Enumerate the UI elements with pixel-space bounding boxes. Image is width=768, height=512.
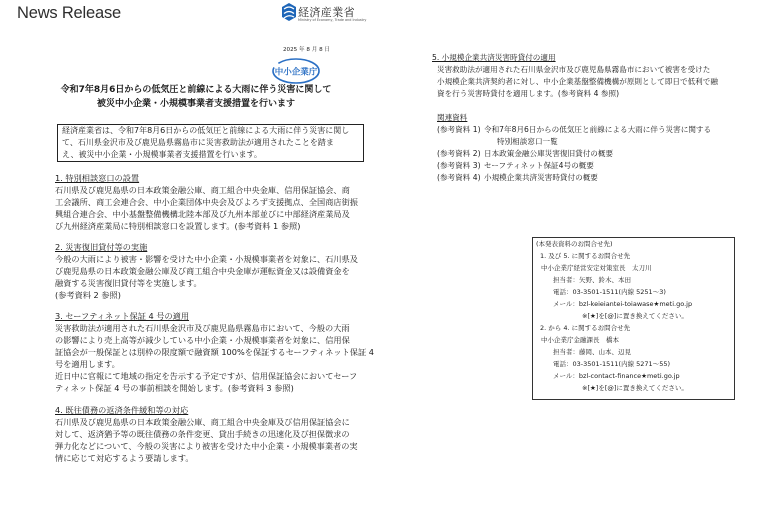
contact-staff: 担当者：藤岡、山本、辺見 bbox=[553, 348, 631, 356]
section-existing-debt-relief bbox=[55, 404, 367, 464]
section-mutual-aid-loans bbox=[432, 52, 744, 100]
reference-text: 日本政策金融公庫災害復旧貸付の概要 bbox=[484, 149, 614, 158]
section-line: 情に応じて対応するよう要請します。 bbox=[55, 453, 194, 463]
section-line: 災害救助法が適用された石川県金沢市及び鹿児島県霧島市において被害を受けた bbox=[437, 65, 711, 74]
ministry-name: 経済産業省 bbox=[298, 6, 355, 19]
contact-manager: 中小企業庁経営安定対策室長 太刀川 bbox=[541, 264, 652, 272]
reference-item bbox=[437, 160, 737, 172]
section-heading: 1. 特別相談窓口の設置 bbox=[55, 173, 140, 183]
section-line: び九州経済産業局に特別相談窓口を設置します。(参考資料 1 参照) bbox=[55, 221, 301, 231]
reference-label: (参考資料 3) bbox=[437, 161, 481, 170]
section-line: 融資する災害復旧貸付等を実施します。 bbox=[55, 278, 202, 288]
section-line: (参考資料 2 参照) bbox=[55, 290, 121, 300]
contact-phone: 電話：03-3501-1511(内線 5271～55) bbox=[553, 360, 670, 368]
section-line: の影響により売上高等が減少している中小企業・小規模事業者を対象に、信用保 bbox=[55, 335, 350, 345]
contact-heading: (本発表資料のお問合せ先) bbox=[536, 240, 613, 248]
section-heading: 5. 小規模企業共済災害時貸付の適用 bbox=[432, 53, 556, 62]
summary-box bbox=[57, 124, 364, 162]
reference-text: 小規模企業共済災害時貸付の概要 bbox=[484, 173, 598, 182]
reference-text: セーフティネット保証4号の概要 bbox=[484, 161, 594, 170]
reference-item bbox=[437, 148, 737, 160]
contact-group-title: 1. 及び 5. に関するお問合せ先 bbox=[540, 252, 631, 260]
page-title-line-1: 令和7年8月6日からの低気圧と前線による大雨に伴う災害に関して bbox=[60, 85, 332, 95]
section-line: 資を行う災害時貸付を適用します。(参考資料 4 参照) bbox=[437, 89, 620, 98]
contact-group-title: 2. から 4. に関するお問合せ先 bbox=[540, 324, 631, 332]
ministry-name-en: Ministry of Economy, Trade and Industry bbox=[298, 18, 367, 22]
section-line: 石川県及び鹿児島県の日本政策金融公庫、商工組合中央金庫、信用保証協会、商 bbox=[55, 185, 350, 195]
reference-item bbox=[437, 172, 737, 184]
sme-agency-badge-icon bbox=[271, 57, 321, 85]
section-line: ティネット保証 4 号の事前相談を開始します。(参考資料 3 参照) bbox=[55, 383, 294, 393]
section-line: 対して、返済猶予等の既往債務の条件変更、貸出手続きの迅速化及び担保徴求の bbox=[55, 429, 350, 439]
contact-email-note: ※[★]を[@]に置き換えてください。 bbox=[582, 312, 688, 320]
section-special-consultation bbox=[55, 172, 367, 232]
section-line: 石川県及び鹿児島県の日本政策金融公庫、商工組合中央金庫及び信用保証協会に bbox=[55, 417, 350, 427]
section-line: 今般の大雨により被害・影響を受けた中小企業・小規模事業者を対象に、石川県及 bbox=[55, 254, 358, 264]
summary-line: 経済産業省は、令和7年8月6日からの低気圧と前線による大雨に伴う災害に関し bbox=[62, 126, 350, 135]
section-line: び鹿児島県の日本政策金融公庫及び商工組合中央金庫が運転資金又は設備資金を bbox=[55, 266, 350, 276]
reference-text-continued: 特別相談窓口一覧 bbox=[497, 137, 558, 146]
contact-box bbox=[532, 237, 735, 400]
section-heading: 3. セーフティネット保証 4 号の適用 bbox=[55, 311, 190, 321]
reference-label: (参考資料 2) bbox=[437, 149, 481, 158]
contact-staff: 担当者：矢野、鈴木、本田 bbox=[553, 276, 631, 284]
section-safety-net-guarantee bbox=[55, 310, 374, 394]
section-line: 工会議所、商工会連合会、中小企業団体中央会及びよろず支援拠点、全国商店街振 bbox=[55, 197, 358, 207]
section-line: 近日中に官報にて地域の指定を告示する予定ですが、信用保証協会においてセーフ bbox=[55, 371, 358, 381]
reference-label: (参考資料 4) bbox=[437, 173, 481, 182]
summary-line: て、石川県金沢市及び鹿児島県霧島市に災害救助法が適用されたことを踏ま bbox=[62, 138, 334, 147]
section-line: 弾力化などについて、今般の災害により被害を受けた中小企業・小規模事業者の実 bbox=[55, 441, 358, 451]
section-line: 証協会が一般保証とは別枠の限度額で融資額 100%を保証するセーフティネット保証 4 bbox=[55, 347, 374, 357]
summary-line: え、被災中小企業・小規模事業者支援措置を行います。 bbox=[62, 150, 262, 159]
reference-text: 令和7年8月6日からの低気圧と前線による大雨に伴う災害に関する bbox=[484, 125, 712, 134]
contact-email: メール：bzl-keieiantei-toiawase★meti.go.jp bbox=[553, 300, 693, 308]
contact-manager: 中小企業庁金融課長 橋本 bbox=[541, 336, 619, 344]
related-materials-heading: 関連資料 bbox=[437, 113, 468, 122]
reference-item bbox=[437, 124, 737, 136]
section-line: 興組合連合会、中小基盤整備機構北陸本部及び九州本部並びに中部経済産業局及 bbox=[55, 209, 350, 219]
related-materials bbox=[437, 112, 737, 184]
section-line: 号を適用します。 bbox=[55, 359, 120, 369]
section-disaster-recovery-loans bbox=[55, 241, 367, 301]
section-line: 災害救助法が適用された石川県金沢市及び鹿児島県霧島市において、今般の大雨 bbox=[55, 323, 350, 333]
contact-phone: 電話：03-3501-1511(内線 5251～3) bbox=[553, 288, 666, 296]
section-heading: 4. 既往債務の返済条件緩和等の対応 bbox=[55, 405, 189, 415]
news-release-label: News Release bbox=[17, 4, 121, 22]
reference-label: (参考資料 1) bbox=[437, 125, 481, 134]
agency-badge-text: 中小企業庁 bbox=[274, 67, 318, 78]
contact-email-note: ※[★]を[@]に置き換えてください。 bbox=[582, 384, 688, 392]
section-line: 小規模企業共済契約者に対し、中小企業基盤整備機構が原則として即日で低利で融 bbox=[437, 77, 718, 86]
contact-email: メール：bzl-contact-finance★meti.go.jp bbox=[553, 372, 680, 380]
meti-logo-icon bbox=[282, 3, 296, 21]
section-heading: 2. 災害復旧貸付等の実施 bbox=[55, 242, 148, 252]
release-date: 2025 年 8 月 8 日 bbox=[283, 47, 331, 53]
page-title-line-2: 被災中小企業・小規模事業者支援措置を行います bbox=[96, 99, 295, 109]
